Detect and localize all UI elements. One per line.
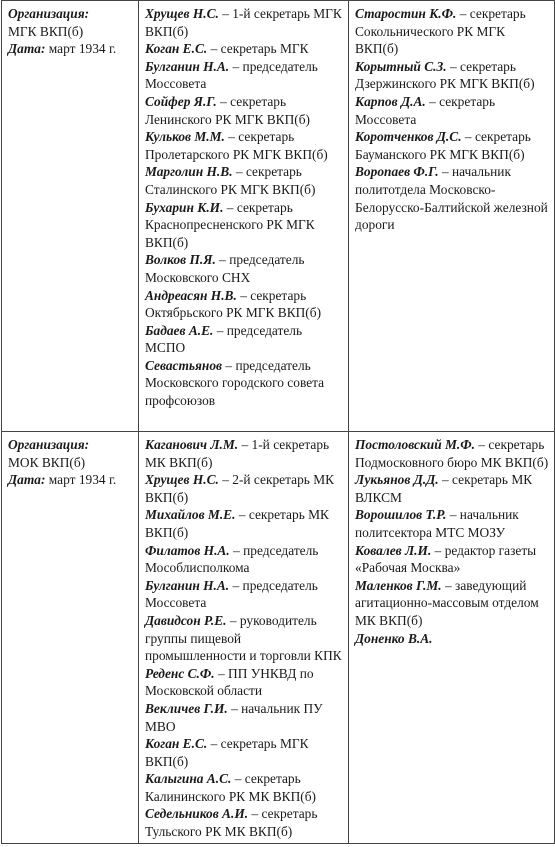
member-name: Ковалев Л.И. [355, 542, 432, 558]
member-entry [145, 542, 344, 577]
member-role: – начальник политсектора МТС МОЗУ [355, 507, 519, 540]
member-entry [355, 577, 550, 630]
member-role: – секретарь МК ВКП(б) [145, 507, 329, 540]
member-name: Корытный С.З. [355, 58, 447, 74]
member-entry [145, 506, 344, 541]
member-entry [145, 199, 344, 252]
member-name: Ворошилов Т.Р. [355, 507, 447, 523]
member-entry [145, 436, 344, 471]
date-line [8, 471, 134, 489]
member-role: – председатель МСПО [145, 322, 303, 356]
member-name: Хрущев Н.С. [145, 472, 219, 488]
member-entry [355, 163, 550, 233]
member-name: Коган Е.С. [145, 41, 208, 57]
member-entry [145, 665, 344, 700]
member-role: – 2-й секретарь МК ВКП(б) [145, 472, 335, 505]
member-name: Каганович Л.М. [145, 437, 239, 452]
member-role: – секретарь Калининского РК МК ВКП(б) [145, 771, 317, 804]
member-name: Волков П.Я. [145, 252, 216, 268]
member-entry [355, 542, 550, 577]
members-cell-extra [349, 1, 555, 432]
member-name: Старостин К.Ф. [355, 6, 457, 21]
member-name: Филатов Н.А. [145, 542, 230, 558]
date-label: Дата: [8, 41, 46, 57]
member-entry [355, 58, 550, 93]
member-name: Давидсон Р.Е. [145, 612, 227, 628]
org-label: Организация: [8, 6, 90, 21]
member-name: Карпов Д.А. [355, 93, 426, 109]
members-cell-extra [349, 432, 555, 844]
member-role: – 1-й секретарь МГК ВКП(б) [145, 6, 342, 39]
member-name: Кульков М.М. [145, 129, 225, 145]
member-role: – секретарь Сокольнического РК МГК ВКП(б) [355, 6, 526, 57]
member-entry [145, 805, 344, 840]
member-role: – секретарь МГК ВКП(б) [145, 736, 309, 769]
member-name: Реденс С.Ф. [145, 665, 215, 681]
member-entry [145, 577, 344, 612]
member-role: – секретарь Пролетарского РК МГК ВКП(б) [145, 129, 328, 162]
member-entry [145, 471, 344, 506]
member-name: Булганин Н.А. [145, 577, 230, 593]
member-role: – 1-й секретарь МК ВКП(б) [145, 437, 330, 470]
table-row [2, 432, 555, 844]
member-role: – секретарь Бауманского РК МГК ВКП(б) [355, 129, 531, 162]
member-role: – секретарь Подмосковного бюро МК ВКП(б) [355, 437, 549, 470]
member-role: – секретарь МК ВЛКСМ [355, 472, 533, 505]
member-role: – начальник ПУ МВО [145, 700, 323, 734]
member-role: – секретарь МГК [207, 41, 309, 57]
members-cell [139, 432, 349, 844]
member-role: – начальник политотдела Московско-Белорусско-Балтийской железной дороги [355, 164, 548, 233]
date-value: март 1934 г. [48, 472, 117, 488]
member-role: – председатель Московского городского совета профсоюзов [145, 357, 325, 409]
member-role: – председатель Моссовета [145, 577, 318, 611]
org-cell [2, 432, 139, 844]
member-name: Булганин Н.А. [145, 58, 230, 74]
member-name: Маленков Г.М. [355, 577, 442, 593]
member-name: Андреасян Н.В. [145, 287, 237, 303]
member-role: – редактор газеты «Рабочая Москва» [355, 542, 537, 576]
member-entry [145, 735, 344, 770]
org-cell [2, 1, 139, 432]
member-role: – ПП УНКВД по Московской области [145, 665, 314, 699]
member-entry [145, 322, 344, 357]
member-role: – руководитель группы пищевой промышленности и торговли КПК [145, 612, 342, 664]
member-entry [145, 251, 344, 286]
member-entry [145, 128, 344, 163]
member-entry [145, 357, 344, 410]
member-entry [145, 58, 344, 93]
org-label: Организация: [8, 437, 90, 452]
member-name: Векличев Г.И. [145, 700, 228, 716]
date-value: март 1934 г. [48, 41, 117, 57]
member-name: Севастьянов [145, 357, 223, 373]
date-label: Дата: [8, 472, 46, 488]
member-role: – секретарь Сталинского РК МГК ВКП(б) [145, 164, 316, 197]
member-entry [355, 630, 550, 648]
members-cell [139, 1, 349, 432]
member-name: Марголин Н.В. [145, 164, 233, 180]
member-entry [355, 93, 550, 128]
roster-table [1, 0, 555, 844]
member-name: Хрущев Н.С. [145, 6, 219, 21]
member-name: Коган Е.С. [145, 736, 208, 752]
member-entry [355, 436, 550, 471]
table-row [2, 1, 555, 432]
member-role: – председатель Мособлисполкома [145, 542, 319, 576]
member-name: Сойфер Я.Г. [145, 93, 217, 109]
member-role: – председатель Московского СНХ [145, 252, 305, 285]
member-entry [145, 40, 344, 58]
member-entry [355, 471, 550, 506]
member-role: – секретарь Моссовета [355, 93, 496, 127]
member-entry [145, 612, 344, 665]
member-name: Доненко В.А. [355, 630, 433, 646]
member-role: – секретарь Тульского РК МК ВКП(б) [145, 806, 318, 840]
member-name: Бухарин К.И. [145, 199, 224, 215]
member-name: Воропаев Ф.Г. [355, 164, 439, 180]
member-entry [145, 163, 344, 198]
member-role: – секретарь Дзержинского РК МГК ВКП(б) [355, 58, 535, 92]
member-entry [145, 93, 344, 128]
member-role: – секретарь Краснопресненского РК МГК ВКП(б) [145, 199, 315, 250]
member-name: Михайлов М.Е. [145, 507, 236, 523]
member-entry [145, 770, 344, 805]
member-entry [145, 287, 344, 322]
member-entry [145, 700, 344, 735]
member-name: Лукьянов Д.Д. [355, 472, 439, 488]
member-name: Бадаев А.Е. [145, 322, 214, 338]
member-role: – секретарь Октябрьского РК МГК ВКП(б) [145, 287, 322, 321]
date-line [8, 40, 134, 58]
member-name: Седельников А.И. [145, 806, 249, 822]
member-role: – заведующий агитационно-массовым отделом МК ВКП(б) [355, 577, 539, 628]
member-name: Постоловский М.Ф. [355, 437, 475, 452]
member-entry [145, 5, 344, 40]
member-role: – председатель Моссовета [145, 58, 318, 92]
member-entry [355, 128, 550, 163]
member-entry [355, 506, 550, 541]
org-value: МОК ВКП(б) [8, 454, 86, 470]
member-name: Коротченков Д.С. [355, 129, 462, 145]
member-name: Калыгина А.С. [145, 771, 232, 787]
member-entry [355, 5, 550, 58]
member-role: – секретарь Ленинского РК МГК ВКП(б) [145, 93, 311, 127]
org-value: МГК ВКП(б) [8, 23, 84, 39]
